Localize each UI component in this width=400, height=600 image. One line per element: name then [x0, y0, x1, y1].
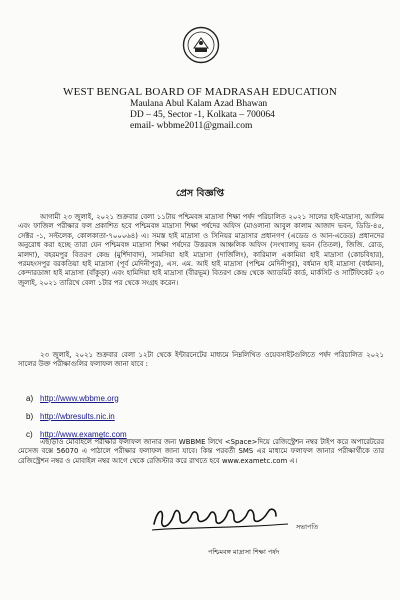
website-link-wbbme[interactable]: http://www.wbbme.org: [40, 393, 119, 403]
board-address: DD – 45, Sector -1, Kolkata – 700064: [130, 110, 275, 120]
list-item-label: a): [26, 393, 34, 403]
board-email: email- wbbme2011@gmail.com: [130, 121, 253, 131]
list-item: [26, 407, 326, 425]
page-title: প্রেস বিজ্ঞপ্তি: [175, 188, 225, 199]
results-website-list: [26, 389, 326, 443]
list-item: [26, 389, 326, 407]
paragraph-sms-results: এছাড়াও মোবাইলে পরীক্ষার ফলাফল জানার জন্য WBBME লিখে <Space>দিয়ে রেজিস্ট্রেশন নম্বর টাইপ করে অপারেটরের মেসেজ বক্সে 56070 এ পাঠালে পরীক্ষার ফলাফল জানা যাবে। কিন্ত পরবর্তী SMS এর মাধ্যমে ফলাফল জানার পরীক্ষার্থীকে তার রেজিস্ট্রেশন নম্বর ও মোবাইল নম্বর আগে থেকে রেজিস্টার করে রাখতে হবে www.exametc.com এ।: [18, 438, 384, 465]
signature-image: [150, 500, 290, 536]
board-seal-icon: [182, 26, 220, 64]
signature-role: সভাপতি: [296, 523, 319, 531]
bhawan-name: Maulana Abul Kalam Azad Bhawan: [130, 99, 268, 109]
website-link-wbresults[interactable]: http://wbresults.nic.in: [40, 411, 115, 421]
signature-organization: পশ্চিমবঙ্গ মাদ্রাসা শিক্ষা পর্ষদ: [208, 548, 280, 556]
list-item-label: b): [26, 411, 34, 421]
list-item-label: c): [26, 429, 33, 439]
paragraph-online-results: ২৩ জুলাই, ২০২১ শুক্রবার বেলা ১২টা থেকে ইন্টারনেটের মাধ্যমে নিম্নলিখিত ওয়েবসাইটগুলিতে পর্ষদ পরিচালিত ২০২১ সালের উক্ত পরীক্ষাগুলির ফলাফল জানা যাবে :: [18, 351, 384, 369]
paragraph-results-schedule: আগামী ২৩ জুলাই, ২০২১ শুক্রবার বেলা ১১টায় পশ্চিমবঙ্গ মাদ্রাসা শিক্ষা পর্ষদ পরিচালিত ২০২১ সালের হাই-মাদ্রাসা, আলিম এবং ফাজিল পরীক্ষার ফল প্রকাশিত হবে পশ্চিমবঙ্গ মাদ্রাসা শিক্ষা পর্ষদের অফিস (মাওলানা আবুল কালাম আজাদ ভবন, ডিডি-৪৫, সেক্টর -১, সল্টলেক, কোলকাতা-৭০০০৬৪) এ। সমস্ত হাই মাদ্রাসা ও সিনিয়র মাদ্রাসার প্রধানগণ (এডেড ও আন-এডেড) প্রধানদের অনুরোধ করা হচ্ছে তারা যেন পশ্চিমবঙ্গ মাদ্রাসা শিক্ষা পর্ষদের উত্তরবঙ্গ আঞ্চলিক অফিস (সংখ্যালঘু ভবন (তিতল), জিজি. রোড, মালদা), বহরমপুর বিতরণ কেন্দ্র (মুর্শিদাবাদ), সামসিয়া হাই মাদ্রাসা (দার্জিলিং), কারিমাল একামিয়া হাই মাদ্রাসা (কোচবিহার), পরমহংসপুর বরকতিয়া হাই মাদ্রাসা (পূর্ব মেদিনীপুর), এস. এম. আই হাই মাদ্রাসা (পশ্চিম মেদিনীপুর), বর্ধমান হাই মাদ্রাসা (বর্ধমান), কেন্দারডাঙ্গা হাই মাদ্রাসা (বাঁকুড়া) এবং হামিদিয়া হাই মাদ্রাসা (বীরভূম) বিতরণ কেন্দ্র থেকে অ্যাডমিট কার্ড, মার্কসিট ও সার্টিফিকেট ২৩ জুলাই, ২০২১ তারিখে বেলা ১টার পর থেকে সংগ্রহ করেন।: [18, 213, 384, 287]
board-name: WEST BENGAL BOARD OF MADRASAH EDUCATION: [63, 86, 337, 98]
website-link-exametc[interactable]: http://www.exametc.com: [40, 429, 127, 439]
